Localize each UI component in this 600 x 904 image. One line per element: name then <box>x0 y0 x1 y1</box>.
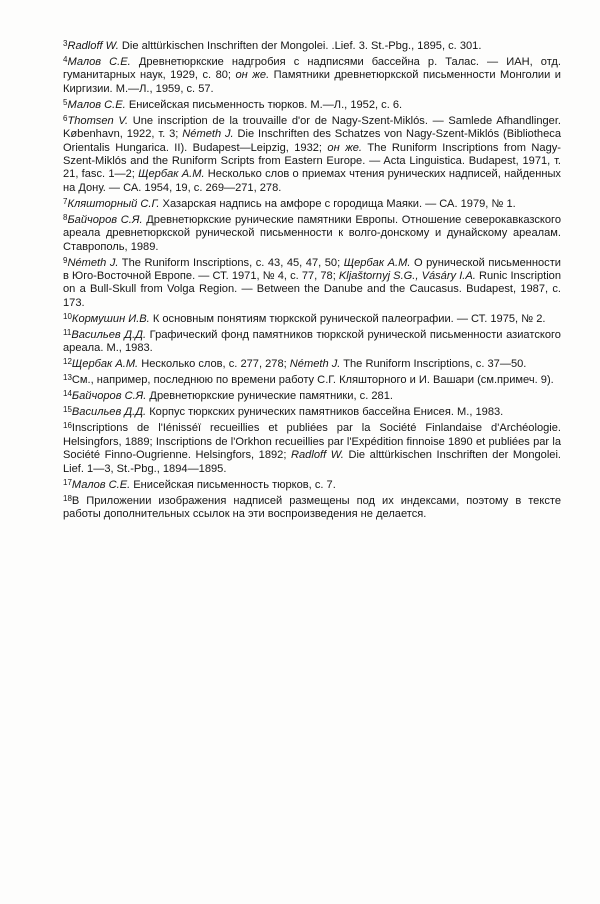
footnote-number: 13 <box>63 373 72 383</box>
footnote-text: Енисейская письменность тюрков, с. 7. <box>130 478 336 491</box>
footnote-text: Несколько слов, с. 277, 278; <box>138 358 290 371</box>
footnote-number: 16 <box>63 421 72 431</box>
footnote-11 <box>63 329 561 356</box>
footnote-text: Inscriptions de l'Iénisséï recueillies et publiées par la Société Finlandaise d'Archéologie. Helsingfors, 1889; Inscriptions de l'Orkhon recueillies par l'Expédition finnoise 1890 et publiées par la Société Finno-Ougrienne. Helsingfors, 1892; <box>63 422 561 462</box>
footnote-text: Die Inschriften des Schatzes von Nagy-Szent-Miklós (Bibliotheca Orientalis Hungarica. II). Budapest—Leipzig, 1932; <box>63 128 561 154</box>
footnote-text: Енисейская письменность тюрков. М.—Л., 1952, с. 6. <box>125 98 403 111</box>
footnote-number: 9 <box>63 255 68 265</box>
footnote-text: Графический фонд памятников тюркской рунической письменности азиатского ареала. М., 1983. <box>63 328 561 355</box>
footnote-author: Васильев Д.Д. <box>71 328 147 341</box>
footnote-number: 5 <box>63 97 68 107</box>
footnote-text: The Runiform Inscriptions, с. 37—50. <box>340 358 527 371</box>
footnote-12 <box>63 358 561 371</box>
footnote-author: Малов С.Е. <box>71 478 131 491</box>
footnote-author: Васильев Д.Д. <box>71 406 147 419</box>
footnote-text: Хазарская надпись на амфоре с городища Маяки. — СА. 1979, № 1. <box>159 197 516 210</box>
footnote-5 <box>63 99 561 112</box>
footnote-author: Thomsen V. <box>67 114 129 127</box>
footnote-text: Древнетюркские надгробия с надписями бассейна р. Талас. — ИАН, отд. гуманитарных наук, 1929, с. 80; <box>63 56 561 82</box>
footnotes-block <box>63 40 561 524</box>
footnote-author: Кляшторный С.Г. <box>67 197 160 210</box>
footnote-14 <box>63 390 561 403</box>
footnote-number: 10 <box>63 311 72 321</box>
footnote-18 <box>63 495 561 522</box>
footnote-author: Radloff W. <box>291 449 344 462</box>
footnote-author: он же. <box>235 69 270 82</box>
footnote-text: Памятники древнетюркской письменности Монголии и Киргизии. М.—Л., 1959, с. 57. <box>63 69 562 95</box>
footnote-text: Несколько слов о приемах чтения рунических надписей, найденных на Дону. — СА. 1954, 19, с. 269—271, 278. <box>63 168 561 194</box>
footnote-10 <box>63 313 561 326</box>
footnote-text: Une inscription de la trouvaille d'or de Nagy-Szent-Miklós. — Samlede Afhandlinger. København, 1922, т. 3; <box>63 114 561 141</box>
footnote-text: Древнетюркские рунические памятники Европы. Отношение северокавказского ареала древнетюркской рунической письменности к волго-донскому и дунайскому ареалам. Ставрополь, 1989. <box>63 213 561 253</box>
footnote-text: О рунической письменности в Юго-Восточной Европе. — СТ. 1971, № 4, с. 77, 78; <box>63 256 561 283</box>
footnote-text: Runic Inscription on a Bull-Skull from Volga Region. — Between the Danube and the Caucasus. Budapest, 1987, c. 173. <box>63 270 561 309</box>
footnote-author: он же. <box>327 141 362 154</box>
footnote-number: 15 <box>63 405 72 415</box>
footnote-text: К основным понятиям тюркской рунической палеографии. — СТ. 1975, № 2. <box>149 312 546 325</box>
footnote-author: Németh J. <box>289 358 341 371</box>
footnote-number: 12 <box>63 357 72 367</box>
footnote-number: 6 <box>63 113 68 123</box>
footnote-author: Radloff W. <box>67 40 119 52</box>
footnote-text: The Runiform Inscriptions, c. 43, 45, 47, 50; <box>118 256 344 269</box>
footnote-13 <box>63 374 561 387</box>
footnote-author: Щербак А.М. <box>71 358 139 371</box>
footnote-text: См., например, последнюю по времени работу С.Г. Кляшторного и И. Вашари (см.примеч. 9). <box>71 374 554 387</box>
footnote-17 <box>63 479 561 492</box>
footnote-author: Кормушин И.В. <box>71 312 150 325</box>
footnote-9 <box>63 257 561 311</box>
footnote-number: 4 <box>63 55 68 64</box>
footnote-author: Байчоров С.Я. <box>67 213 143 226</box>
footnote-author: Kljaštornyj S.G., Vásáry I.A. <box>338 270 476 283</box>
footnote-number: 11 <box>63 327 72 337</box>
footnote-text: Die alttürkischen Inschriften der Mongolei. .Lief. 3. St.-Pbg., 1895, c. 301. <box>118 40 482 52</box>
footnote-author: Щербак А.М. <box>343 256 411 269</box>
footnote-number: 18 <box>63 493 72 503</box>
footnote-number: 14 <box>63 389 72 399</box>
footnote-number: 7 <box>63 196 68 206</box>
footnote-16 <box>63 422 561 476</box>
footnote-15 <box>63 406 561 419</box>
footnote-text: Древнетюркские рунические памятники, с. 281. <box>146 390 393 403</box>
footnote-text: В Приложении изображения надписей размещены под их индексами, поэтому в тексте работы дополнительных ссылок на эти воспроизведения не делается. <box>63 494 561 520</box>
footnote-3 <box>63 40 561 53</box>
footnote-text: Die alttürkischen Inschriften der Mongolei. Lief. 1—3, St.-Pbg., 1894—1895. <box>63 449 562 475</box>
footnote-4 <box>63 56 561 96</box>
footnote-text: The Runiform Inscriptions from Nagy-Szent-Miklós and the Runiform Scripts from Eastern Europe. — Acta Linguistica. Budapest, 1971, т. 21, fasc. 1—2; <box>63 141 561 181</box>
footnote-number: 8 <box>63 212 68 222</box>
footnote-author: Németh J. <box>67 256 119 269</box>
footnote-author: Németh J. <box>182 128 234 141</box>
footnote-author: Малов С.Е. <box>67 98 126 111</box>
footnote-7 <box>63 198 561 211</box>
footnote-author: Малов С.Е. <box>67 56 131 68</box>
footnote-author: Байчоров С.Я. <box>71 390 147 403</box>
footnote-number: 17 <box>63 477 72 487</box>
footnote-6 <box>63 115 561 195</box>
footnote-author: Щербак А.М. <box>138 168 205 181</box>
footnote-text: Корпус тюркских рунических памятников бассейна Енисея. М., 1983. <box>146 406 504 419</box>
footnote-8 <box>63 214 561 254</box>
footnote-number: 3 <box>63 39 68 48</box>
